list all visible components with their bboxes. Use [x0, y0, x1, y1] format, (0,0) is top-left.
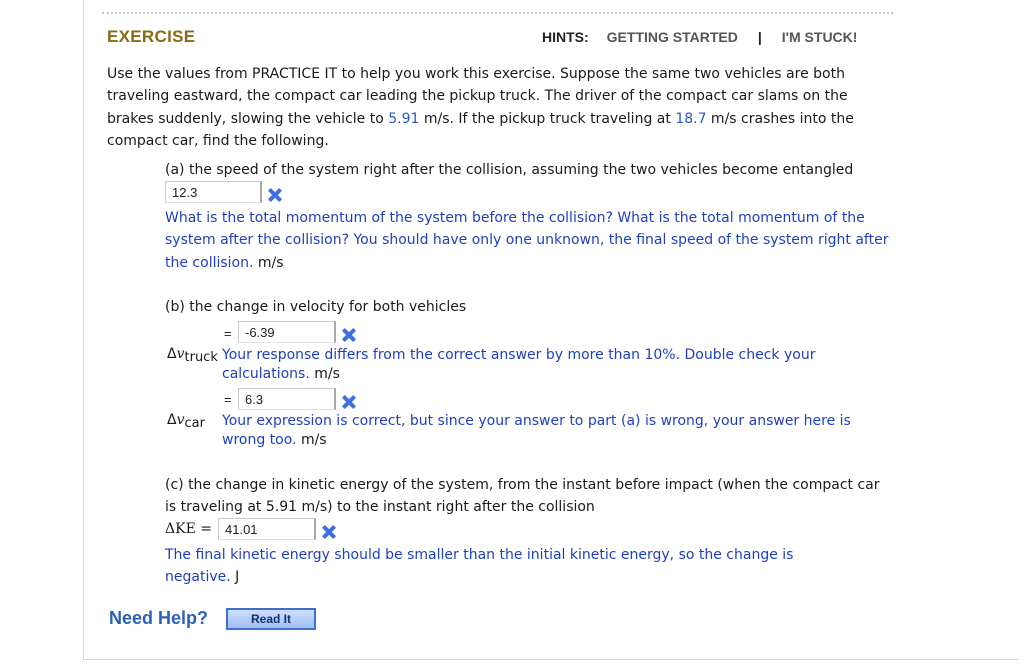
part-c-question: (c) the change in kinetic energy of the system, from the instant before impact (when the compact car is traveling at 5.91 m/s) to the instant right after the collision — [165, 477, 880, 516]
x-mark-icon — [268, 188, 282, 202]
part-a-question: (a) the speed of the system right after the collision, assuming the two vehicles become entangled — [165, 162, 854, 178]
part-c-feedback: The final kinetic energy should be smaller than the initial kinetic energy, so the change is negative. J — [165, 547, 794, 586]
part-b-question: (b) the change in velocity for both vehicles — [165, 299, 467, 315]
truck-feedback: Your response differs from the correct answer by more than 10%. Double check your calculations. m/s — [222, 347, 816, 382]
exercise-title: EXERCISE — [107, 27, 196, 46]
hints-label: HINTS: — [542, 29, 589, 45]
im-stuck-link[interactable]: I'M STUCK! — [781, 29, 858, 45]
top-divider — [102, 12, 893, 14]
x-mark-icon — [342, 395, 356, 409]
car-feedback: Your expression is correct, but since your answer to part (a) is wrong, your answer here is wrong too. m/s — [222, 413, 851, 448]
delta-v-car-label: $\Delta v_{car}$ — [167, 412, 205, 431]
car-speed-value: 5.91 — [388, 110, 420, 127]
x-mark-icon — [342, 328, 356, 342]
need-help-label: Need Help? — [109, 608, 209, 628]
getting-started-link[interactable]: GETTING STARTED — [606, 29, 738, 45]
delta-ke-label: ΔKE = — [165, 521, 212, 537]
delta-v-truck-label: $\Delta v_{truck}$ — [167, 346, 218, 365]
read-it-button[interactable]: Read It — [226, 608, 316, 630]
part-a-answer-input[interactable]: 12.3 — [165, 181, 262, 203]
part-a-feedback: What is the total momentum of the system before the collision? What is the total momentum of the system after the collision? You should have only one unknown, the final speed of the system right after the collision. m/s — [165, 210, 889, 271]
truck-equals-sign: = — [224, 326, 232, 341]
truck-speed-value: 18.7 — [675, 110, 707, 127]
x-mark-icon — [322, 525, 336, 539]
delta-v-truck-input[interactable]: -6.39 — [238, 321, 336, 343]
delta-ke-input[interactable]: 41.01 — [218, 518, 316, 540]
hints-bar — [542, 29, 857, 45]
exercise-intro: Use the values from PRACTICE IT to help you work this exercise. Suppose the same two vehicles are both traveling eastward, the compact car leading the pickup truck. The driver of the compact car slams on the brakes suddenly, slowing the vehicle to 5.91 m/s. If the pickup truck traveling at 18.7 m/s crashes into the compact car, find the following. — [107, 66, 854, 149]
hint-separator: | — [757, 29, 762, 45]
delta-v-car-input[interactable]: 6.3 — [238, 388, 336, 410]
car-equals-sign: = — [224, 392, 232, 407]
